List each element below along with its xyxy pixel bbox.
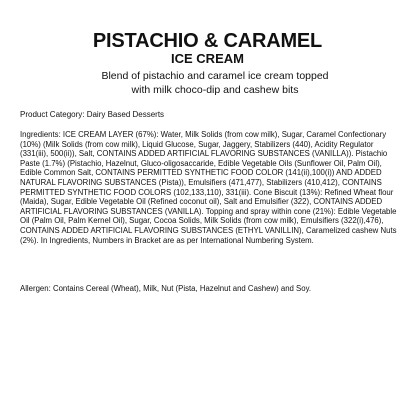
- ingredients-list: Ingredients: ICE CREAM LAYER (67%): Water, Milk Solids (from cow milk), Sugar, Caramel Confectionary (10%) (Milk Solids (from cow milk), Liquid Glucose, Sugar, Jaggery, Stabilizers (440), Acidity Regulator (331(iii), 500(ii)), Salt, CONTAINS ADDED ARTIFICIAL FLAVORING SUBSTANCES (VANILLA)). Pistachio Paste (1.7%) (Pistachio, Hazelnut, Gluco-oligosaccaride, Edible Vegetable Oils (Sunflower Oil, Palm Oil), Edible Common Salt, CONTAINS PERMITTED SYNTHETIC FOOD COLOR (141(ii),100(i)) AND ADDED NATURAL FLAVORING SUBSTANCES (Pista)), Emulsifiers (471,477), Stabilizers (410,412), CONTAINS PERMITTED SYNTHETIC FOOD COLORS (102,133,110), 331(iii). Cone Biscuit (13%): Refined Wheat flour (Maida), Sugar, Edible Vegetable Oil (Refined coconut oil), Salt and Emulsifier (322), CONTAINS ADDED ARTIFICIAL FLAVORING SUBSTANCES (VANILLA). Topping and spray within cone (21%): Edible Vegetable Oil (Palm Oil, Palm Kernel Oil), Sugar, Cocoa Solids, Milk Solids (from cow milk), Emulsifiers (322(i),476), CONTAINS ADDED ARTIFICIAL FLAVORING SUBSTANCES (ETHYL VANILLIN), Caramelized cashew Nuts (2%). In Ingredients, Numbers in Bracket are as per International Numbering System.: [20, 130, 397, 245]
- product-description: Blend of pistachio and caramel ice cream topped with milk choco-dip and cashew bits: [101, 70, 329, 96]
- product-title: PISTACHIO & CARAMEL: [92, 30, 323, 52]
- product-subtitle: ICE CREAM: [171, 51, 244, 66]
- product-category: Product Category: Dairy Based Desserts: [20, 110, 165, 119]
- allergen-statement: Allergen: Contains Cereal (Wheat), Milk, Nut (Pista, Hazelnut and Cashew) and Soy.: [20, 284, 312, 293]
